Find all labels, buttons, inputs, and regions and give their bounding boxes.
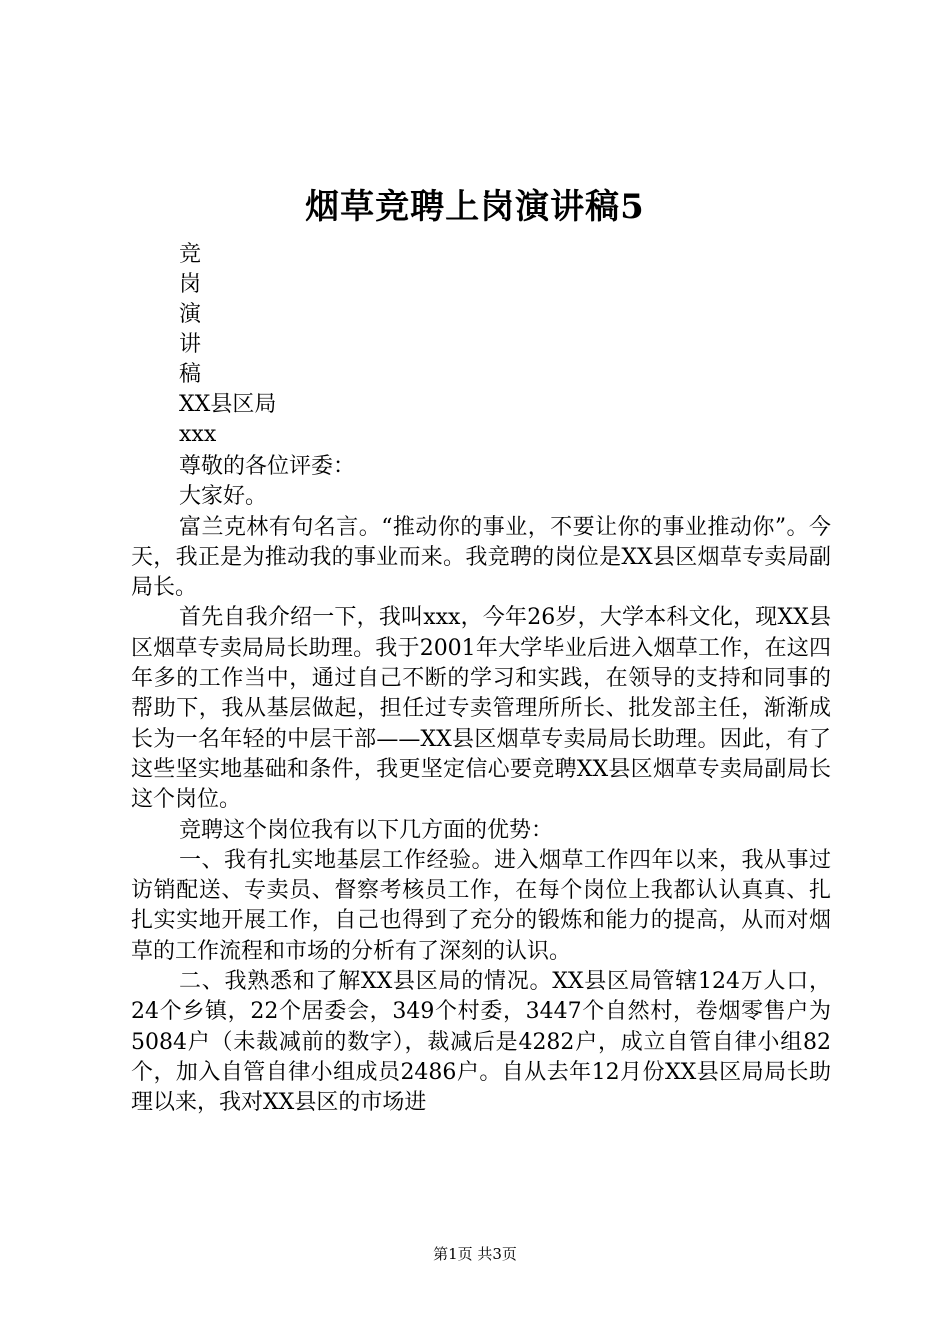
paragraph: 二、我熟悉和了解XX县区局的情况。XX县区局管辖124万人口，24个乡镇，22个居委会，349个村委，3447个自然村，卷烟零售户为5084户（未裁减前的数字），裁减后是4282户，成立自管自律小组82个，加入自管自律小组成员2486户。自从去年12月份XX县区局局长助理以来，我对XX县区的市场进 (131, 969, 831, 1116)
paragraph: 竞聘这个岗位我有以下几方面的优势： (179, 817, 554, 843)
salutation: 尊敬的各位评委： (179, 454, 356, 479)
heading-line: xxx (179, 422, 217, 447)
heading-line: 竞 (179, 242, 202, 267)
heading-line: XX县区局 (179, 392, 277, 417)
page-footer: 第1页 共3页 (433, 1245, 517, 1263)
heading-line: 岗 (179, 272, 202, 297)
heading-lines (179, 240, 276, 450)
paragraph: 富兰克林有句名言。“推动你的事业，不要让你的事业推动你”。今天，我正是为推动我的事业而来。我竞聘的岗位是XX县区烟草专卖局副局长。 (131, 514, 831, 601)
paragraph: 一、我有扎实地基层工作经验。进入烟草工作四年以来，我从事过访销配送、专卖员、督察考核员工作，在每个岗位上我都认认真真、扎扎实实地开展工作，自己也得到了充分的锻炼和能力的提高，从而对烟草的工作流程和市场的分析有了深刻的认识。 (131, 847, 831, 964)
paragraph: 首先自我介绍一下，我叫xxx，今年26岁，大学本科文化，现XX县区烟草专卖局局长助理。我于2001年大学毕业后进入烟草工作，在这四年多的工作当中，通过自己不断的学习和实践，在领导的支持和同事的帮助下，我从基层做起，担任过专卖管理所所长、批发部主任，渐渐成长为一名年轻的中层干部——XX县区烟草专卖局局长助理。因此，有了这些坚实地基础和条件，我更坚定信心要竞聘XX县区烟草专卖局副局长这个岗位。 (131, 605, 831, 813)
heading-line: 稿 (179, 362, 202, 387)
document-body (131, 452, 831, 1119)
greeting: 大家好。 (179, 484, 268, 510)
heading-line: 讲 (179, 332, 202, 357)
heading-line: 演 (179, 302, 202, 327)
document-title: 烟草竞聘上岗演讲稿5 (305, 187, 645, 227)
